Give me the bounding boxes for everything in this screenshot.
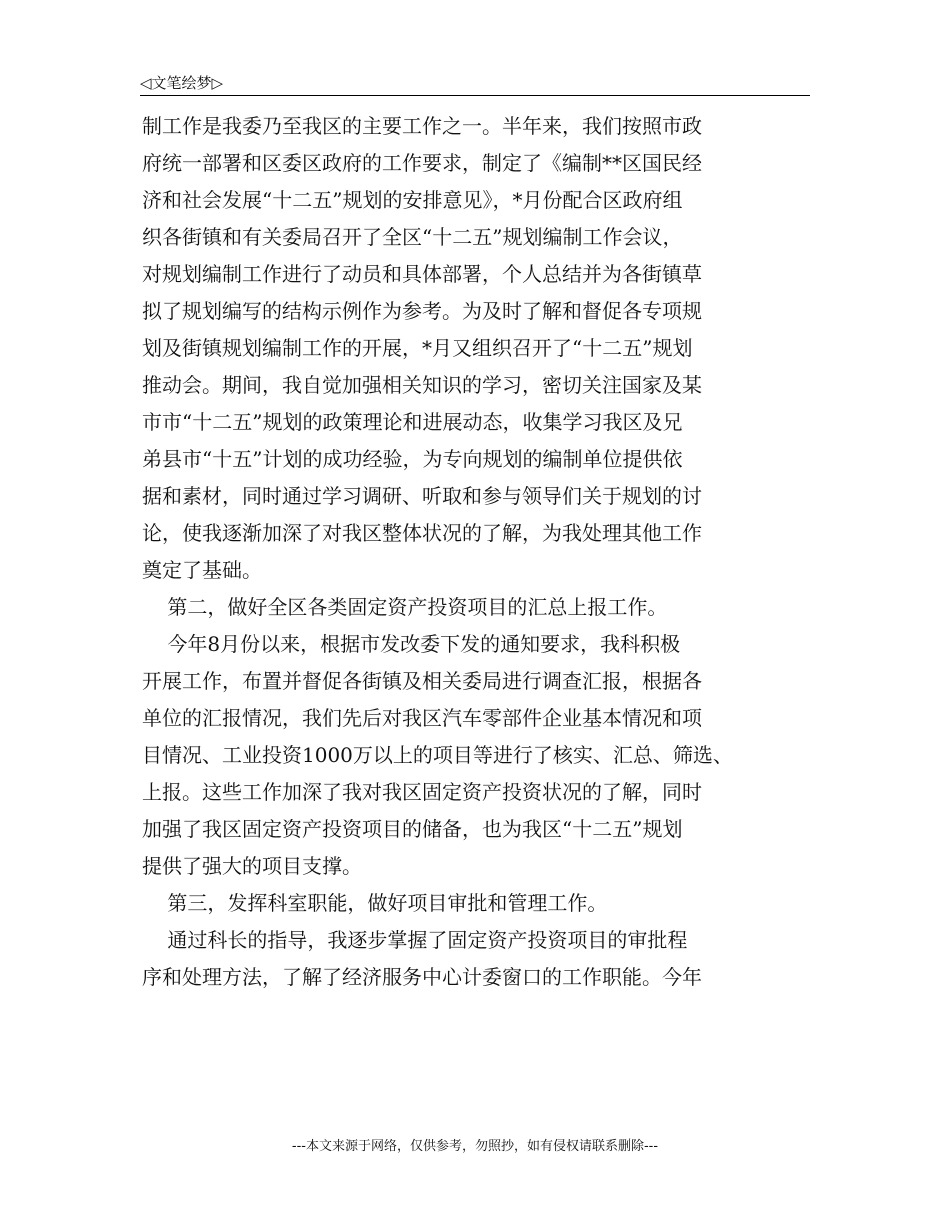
header-rule — [140, 95, 810, 96]
text-line: 目情况、工业投资1000万以上的项目等进行了核实、汇总、筛选、 — [142, 743, 733, 767]
text-line: 今年8月份以来，根据市发改委下发的通知要求，我科积极 — [142, 632, 681, 656]
text-line: 加强了我区固定资产投资项目的储备，也为我区“十二五”规划 — [142, 817, 683, 841]
text-line: 推动会。期间，我自觉加强相关知识的学习，密切关注国家及某 — [142, 373, 702, 397]
text-line: 奠定了基础。 — [142, 558, 262, 582]
page-footer: ---本文来源于网络，仅供参考，勿照抄，如有侵权请联系删除--- — [291, 1139, 659, 1154]
text-line: 济和社会发展“十二五”规划的安排意见》，*月份配合区政府组 — [142, 188, 683, 212]
text-line: 划及街镇规划编制工作的开展，*月又组织召开了“十二五”规划 — [142, 336, 693, 360]
text-line: 制工作是我委乃至我区的主要工作之一。半年来，我们按照市政 — [142, 114, 702, 138]
section-heading: 第三，发挥科室职能，做好项目审批和管理工作。 — [142, 891, 608, 915]
page-header: ◁文笔绘梦▷ — [140, 74, 224, 92]
text-line: 据和素材，同时通过学习调研、听取和参与领导们关于规划的讨 — [142, 484, 702, 508]
text-line: 织各街镇和有关委局召开了全区“十二五”规划编制工作会议， — [142, 225, 683, 249]
text-line: 弟县市“十五”计划的成功经验，为专向规划的编制单位提供依 — [142, 447, 683, 471]
body-text — [142, 108, 810, 996]
text-line: 提供了强大的项目支撑。 — [142, 854, 362, 878]
text-line: 市市“十二五”规划的政策理论和进展动态，收集学习我区及兄 — [142, 410, 683, 434]
text-line: 府统一部署和区委区政府的工作要求，制定了《编制**区国民经 — [142, 151, 702, 175]
text-line: 序和处理方法，了解了经济服务中心计委窗口的工作职能。今年 — [142, 965, 702, 989]
text-line: 开展工作，布置并督促各街镇及相关委局进行调查汇报，根据各 — [142, 669, 702, 693]
text-line: 论，使我逐渐加深了对我区整体状况的了解，为我处理其他工作 — [142, 521, 702, 545]
text-line: 拟了规划编写的结构示例作为参考。为及时了解和督促各专项规 — [142, 299, 702, 323]
text-line: 上报。这些工作加深了我对我区固定资产投资状况的了解，同时 — [142, 780, 702, 804]
text-line: 通过科长的指导，我逐步掌握了固定资产投资项目的审批程 — [142, 928, 688, 952]
text-line: 对规划编制工作进行了动员和具体部署，个人总结并为各街镇草 — [142, 262, 702, 286]
section-heading: 第二，做好全区各类固定资产投资项目的汇总上报工作。 — [142, 595, 668, 619]
text-line: 单位的汇报情况，我们先后对我区汽车零部件企业基本情况和项 — [142, 706, 702, 730]
